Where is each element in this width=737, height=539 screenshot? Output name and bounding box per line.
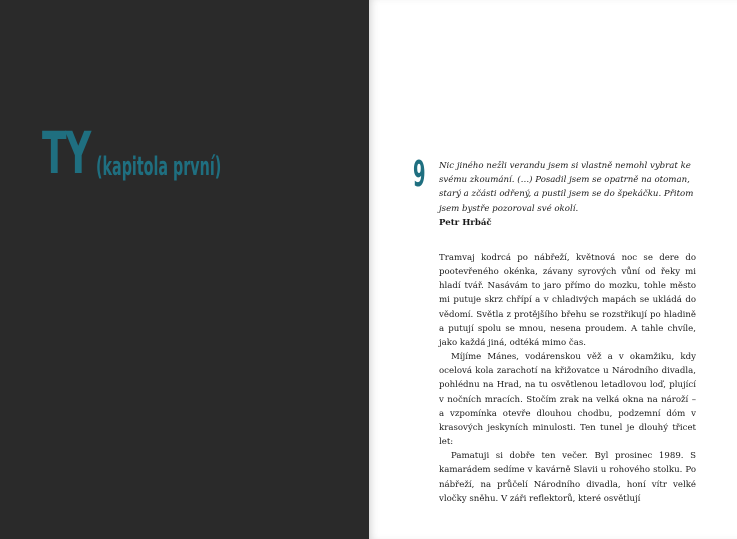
paragraph: Tramvaj kodrcá po nábřeží, květnová noc se dere do pootevřeného okénka, závany syrových vůní od řeky mi hladí tvář. Nasávám to jaro přímo do mozku, tohle město mi putuje skrz chřípí a v chladivých mapách se ukládá do vědomí. Světla z protějšího břehu se rozstřikují po hladině a putují spolu se mnou, nesena proudem. A tahle chvíle, jako každá jiná, odtéká mimo čas. — [439, 253, 696, 348]
body-text — [439, 251, 696, 506]
paragraph: Míjíme Mánes, vodárenskou věž a v okamžiku, kdy ocelová kola zarachotí na křižovatce u Národního divadla, pohlédnu na Hrad, na tu osvětlenou letadlovou loď, plující v nočních mracích. Stočím zrak na velká okna na nároží – a vzpomínka otevře dlouhou chodbu, podzemní dóm v krasových jeskyních minulosti. Ten tunel je dlouhý třicet let: — [439, 352, 696, 448]
chapter-title-main: TY — [42, 119, 91, 187]
motto-author: Petr Hrbáč — [439, 217, 492, 228]
chapter-title — [42, 119, 324, 187]
page-number: 9 — [413, 154, 426, 195]
paragraph: Pamatuji si dobře ten večer. Byl prosinec 1989. S kamarádem sedíme v kavárně Slavii u rohového stolku. Po nábřeží, na průčelí Národního divadla, honí vítr velké vločky sněhu. V záři reflektorů, které osvětlují — [439, 451, 696, 504]
chapter-title-subtitle: (kapitola první) — [96, 152, 222, 182]
motto — [439, 159, 704, 230]
motto-text: Nic jiného nežli verandu jsem si vlastně nemohl vybrat ke svému zkoumání. (…) Posadil jsem se opatrně na otoman, starý a zčásti odřený, a pustil jsem se do špekáčku. Přitom jsem bystře pozoroval své okolí. — [439, 161, 694, 214]
